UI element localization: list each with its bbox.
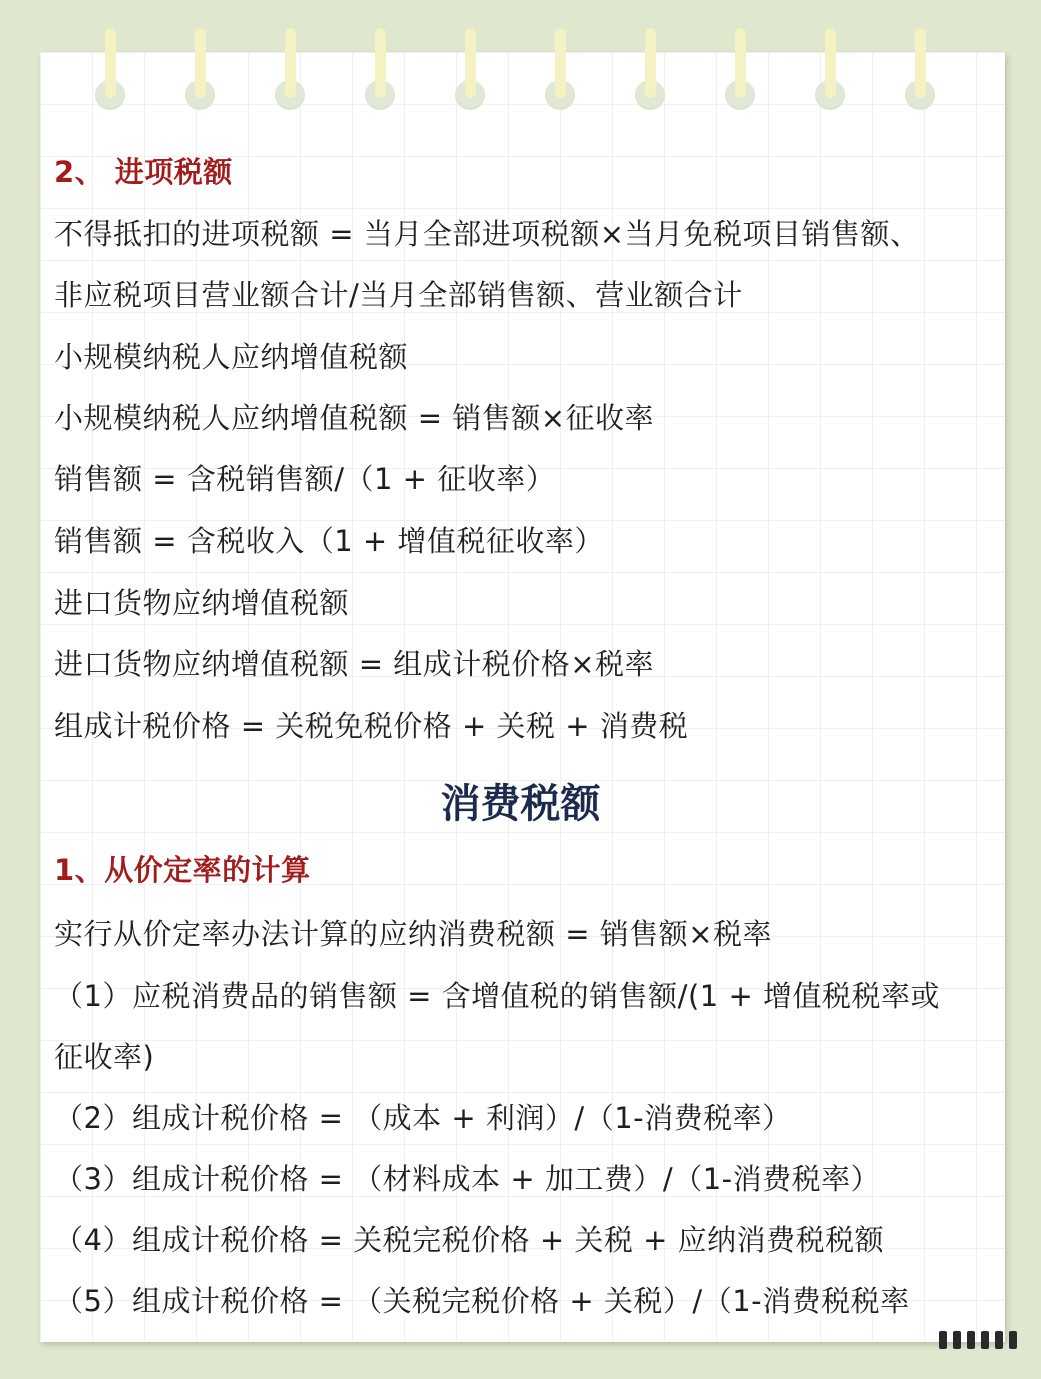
formula-line: 进口货物应纳增值税额 = 组成计税价格×税率 — [54, 647, 655, 681]
binder-ring-icon — [725, 28, 755, 123]
formula-line: 征收率) — [54, 1040, 155, 1074]
formula-line: 非应税项目营业额合计/当月全部销售额、营业额合计 — [54, 278, 743, 312]
binder-ring-icon — [455, 28, 485, 123]
binder-ring-icon — [635, 28, 665, 123]
formula-line: 不得抵扣的进项税额 = 当月全部进项税额×当月免税项目销售额、 — [54, 217, 920, 251]
section-heading-ad-valorem: 1、从价定率的计算 — [54, 853, 311, 887]
binder-ring-icon — [95, 28, 125, 123]
formula-line: 小规模纳税人应纳增值税额 = 销售额×征收率 — [54, 401, 655, 435]
watermark-icon — [939, 1331, 1017, 1349]
formula-line: （4）组成计税价格 = 关税完税价格 + 关税 + 应纳消费税税额 — [54, 1223, 885, 1257]
binder-ring-icon — [905, 28, 935, 123]
page-title: 消费税额 — [440, 781, 601, 827]
formula-line: 销售额 = 含税销售额/（1 + 征收率） — [54, 462, 556, 496]
binder-ring-icon — [365, 28, 395, 123]
formula-line: （1）应税消费品的销售额 = 含增值税的销售额/(1 + 增值税税率或 — [54, 979, 940, 1013]
formula-line: （2）组成计税价格 = （成本 + 利润）/（1-消费税率） — [54, 1101, 792, 1135]
formula-line: 实行从价定率办法计算的应纳消费税额 = 销售额×税率 — [54, 917, 773, 951]
formula-line: （5）组成计税价格 = （关税完税价格 + 关税）/（1-消费税税率 — [54, 1284, 910, 1318]
section-heading-input-tax: 2、 进项税额 — [54, 155, 233, 189]
binder-ring-icon — [815, 28, 845, 123]
formula-line: 小规模纳税人应纳增值税额 — [54, 340, 409, 374]
formula-line: 组成计税价格 = 关税免税价格 + 关税 + 消费税 — [54, 709, 689, 743]
formula-line: 进口货物应纳增值税额 — [54, 586, 350, 620]
binder-ring-icon — [185, 28, 215, 123]
binder-ring-icon — [545, 28, 575, 123]
binder-ring-icon — [275, 28, 305, 123]
formula-line: （3）组成计税价格 = （材料成本 + 加工费）/（1-消费税率） — [54, 1162, 881, 1196]
formula-line: 销售额 = 含税收入（1 + 增值税征收率） — [54, 524, 604, 558]
